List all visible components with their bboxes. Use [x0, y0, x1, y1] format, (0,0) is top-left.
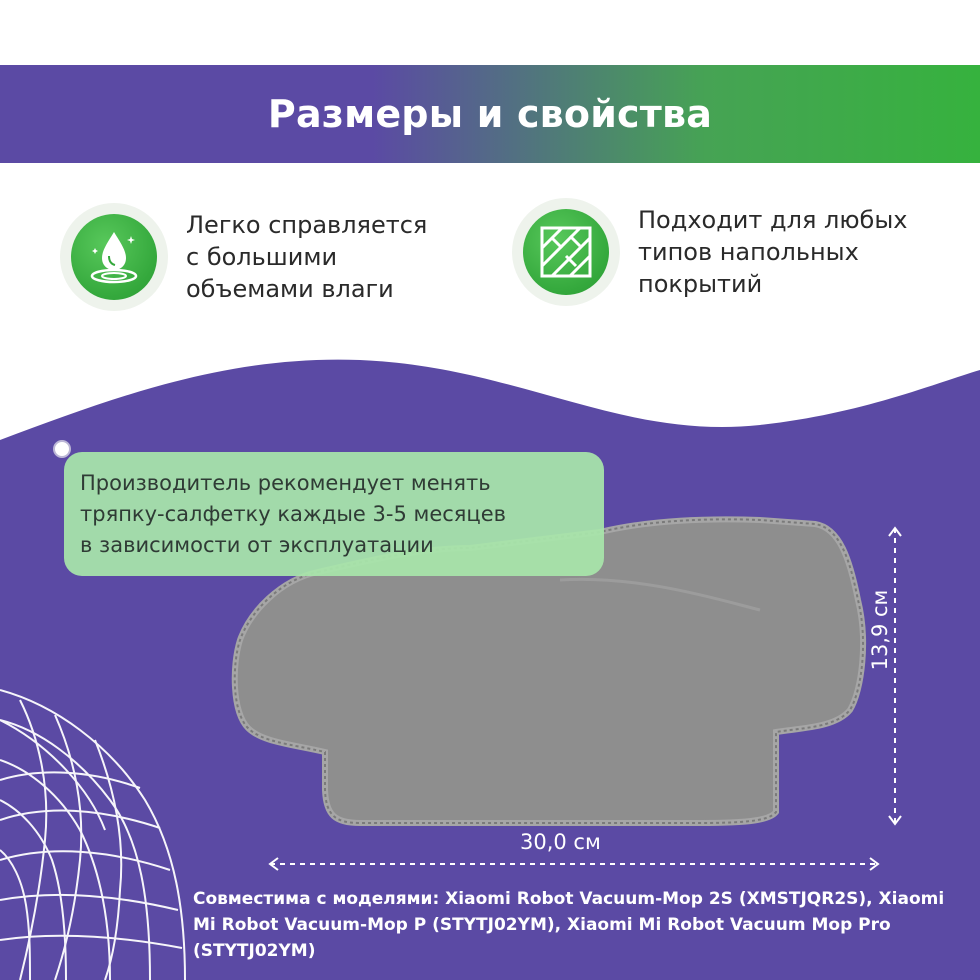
- replacement-callout: [64, 452, 604, 576]
- water-drop-icon: [83, 226, 145, 288]
- feature-text: Легко справляется с большими объемами влаги: [186, 211, 428, 303]
- feature-icon-badge: [512, 198, 620, 306]
- floor-tiles-icon: [536, 222, 596, 282]
- width-label: 30,0 см: [520, 830, 601, 854]
- feature-floor-types: [512, 198, 908, 306]
- feature-icon-badge: [60, 203, 168, 311]
- page-title: Размеры и свойства: [267, 92, 713, 136]
- title-banner: [0, 65, 980, 163]
- height-label: 13,9 см: [868, 589, 892, 671]
- feature-moisture: [60, 203, 427, 311]
- callout-marker: [53, 440, 71, 458]
- feature-text: Подходит для любых типов напольных покрытий: [638, 206, 908, 298]
- callout-text: Производитель рекомендует менять тряпку-салфетку каждые 3-5 месяцев в зависимости от эксплуатации: [80, 471, 507, 557]
- compatibility-text: Совместима с моделями: Xiaomi Robot Vacuum-Mop 2S (XMSTJQR2S), Xiaomi Mi Robot Vacuum-Mop P (STYTJ02YM), Xiaomi Mi Robot Vacuum Mop Pro (STYTJ02YM): [193, 889, 945, 961]
